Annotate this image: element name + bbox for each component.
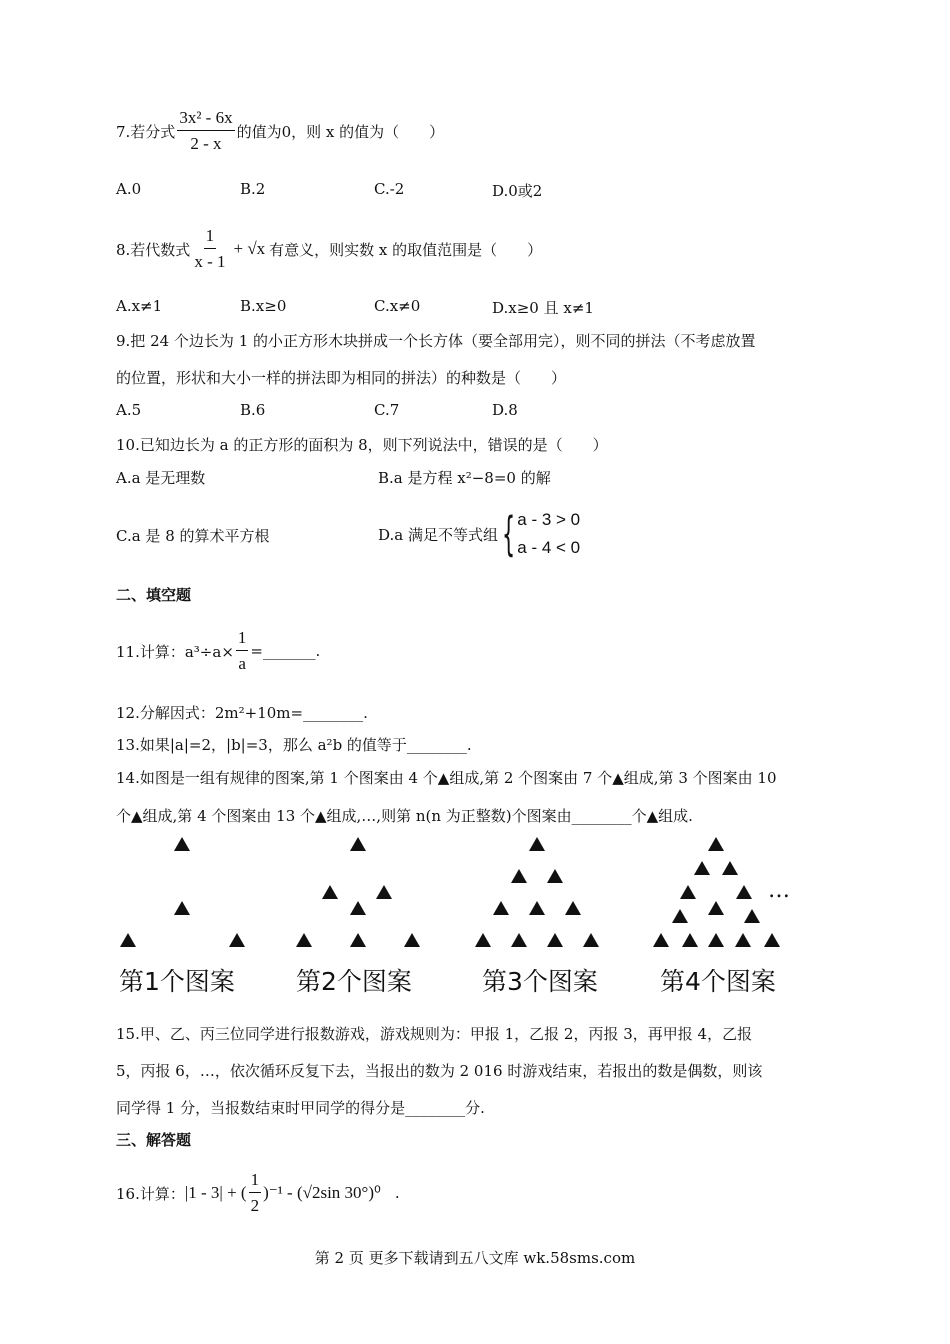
q16-stem: [116, 1170, 400, 1217]
section-fill-in-heading: 二、填空题: [116, 586, 192, 604]
q11-stem: [116, 628, 320, 675]
q16-frac-den: 2: [250, 1196, 260, 1216]
triangle-icon: [565, 901, 581, 915]
pattern-3: [475, 837, 599, 947]
triangle-icon: [708, 933, 724, 947]
pattern-ellipsis: …: [768, 878, 790, 903]
triangle-icon: [296, 933, 312, 947]
q16-prefix: 16.计算：: [116, 1184, 185, 1203]
q11-prefix: 11.计算：a³÷a×: [116, 642, 234, 661]
triangle-icon: [376, 885, 392, 899]
triangle-icon: [672, 909, 688, 923]
triangle-icon: [511, 933, 527, 947]
q12: 12.分解因式：2m²+10m=________.: [116, 704, 368, 722]
triangle-icon: [764, 933, 780, 947]
q11-fraction: [236, 628, 249, 675]
q8-stem: [116, 226, 542, 273]
q16-suffix: .: [394, 1184, 400, 1203]
q7-option-d: D.0或2: [492, 182, 543, 200]
triangle-icon: [653, 933, 669, 947]
q15-line1: 15.甲、乙、丙三位同学进行报数游戏，游戏规则为：甲报 1，乙报 2，丙报 3，再甲报 4，乙报: [116, 1025, 753, 1043]
q14-line2: 个▲组成,第 4 个图案由 13 个▲组成,…,则第 n(n 为正整数)个图案由________个▲组成.: [116, 807, 693, 825]
triangle-icon: [708, 901, 724, 915]
page-footer: 第 2 页 更多下载请到五八文库 wk.58sms.com: [314, 1249, 636, 1267]
inequality-system: [517, 506, 580, 562]
q8-option-c: C.x≠0: [374, 297, 421, 315]
triangle-icon: [736, 885, 752, 899]
triangle-icon: [694, 861, 710, 875]
q7-option-b: B.2: [240, 180, 266, 198]
q11-frac-den: a: [238, 654, 246, 674]
q8-option-a: A.x≠1: [116, 297, 163, 315]
q8-sqrt-term: + √x: [233, 239, 266, 259]
triangle-icon: [350, 837, 366, 851]
q10-stem: 10.已知边长为 a 的正方形的面积为 8，则下列说法中，错误的是（ ）: [116, 436, 608, 454]
pattern-1: [120, 837, 245, 947]
q8-frac-den: x - 1: [194, 252, 226, 272]
triangle-icon: [722, 861, 738, 875]
pattern-1-caption: 第1个图案: [119, 967, 235, 996]
q13: 13.如果|a|=2，|b|=3，那么 a²b 的值等于________.: [116, 736, 472, 754]
triangle-icon: [744, 909, 760, 923]
triangle-icon: [511, 869, 527, 883]
triangle-icon: [547, 933, 563, 947]
q8-suffix: 有意义，则实数 x 的取值范围是（ ）: [269, 240, 543, 259]
q8-option-b: B.x≥0: [240, 297, 287, 315]
q11-frac-num: 1: [236, 628, 249, 651]
q9-option-b: B.6: [240, 401, 266, 419]
triangle-icon: [583, 933, 599, 947]
q7-fraction: [177, 108, 234, 155]
triangle-icon: [735, 933, 751, 947]
pattern-2-caption: 第2个图案: [296, 967, 412, 996]
q7-suffix: 的值为0，则 x 的值为（ ）: [236, 122, 445, 141]
q10-option-c: C.a 是 8 的算术平方根: [116, 527, 270, 545]
q8-prefix: 8.若代数式: [116, 240, 191, 259]
q7-frac-num: 3x² - 6x: [177, 108, 234, 131]
q7-option-c: C.-2: [374, 180, 405, 198]
triangle-icon: [350, 933, 366, 947]
triangle-icon: [682, 933, 698, 947]
q15-line3: 同学得 1 分，当报数结束时甲同学的得分是________分.: [116, 1099, 485, 1117]
q9-option-c: C.7: [374, 401, 400, 419]
triangle-icon: [404, 933, 420, 947]
triangle-icon: [547, 869, 563, 883]
q9-line2: 的位置，形状和大小一样的拼法即为相同的拼法）的种数是（ ）: [116, 369, 567, 387]
q9-line1: 9.把 24 个边长为 1 的小正方形木块拼成一个长方体（要全部用完），则不同的拼法（不考虑放置: [116, 332, 756, 350]
q10-option-b: B.a 是方程 x²−8=0 的解: [378, 469, 551, 487]
triangle-icon: [120, 933, 136, 947]
q10-option-d: [378, 506, 580, 562]
q7-prefix: 7.若分式: [116, 122, 176, 141]
q7-frac-den: 2 - x: [190, 134, 222, 154]
triangle-icon: [322, 885, 338, 899]
q8-option-d: D.x≥0 且 x≠1: [492, 299, 594, 317]
q16-frac-num: 1: [249, 1170, 262, 1193]
q7-stem: [116, 108, 444, 155]
triangle-icon: [529, 901, 545, 915]
q16-expr-a: |1 - 3| + (: [184, 1183, 247, 1203]
triangle-icon: [708, 837, 724, 851]
q9-option-a: A.5: [116, 401, 142, 419]
inequality-1: a - 3 > 0: [517, 510, 581, 529]
q16-expr-b: )⁻¹ - (√2sin 30°)⁰: [263, 1183, 381, 1203]
pattern-4: [653, 837, 780, 947]
triangle-icon: [493, 901, 509, 915]
q11-suffix: =_______.: [250, 642, 321, 661]
q16-fraction: [249, 1170, 262, 1217]
pattern-2: [296, 837, 420, 947]
triangle-icon: [680, 885, 696, 899]
q15-line2: 5，丙报 6，…，依次循环反复下去，当报出的数为 2 016 时游戏结束，若报出的数是偶数，则该: [116, 1062, 763, 1080]
q10-option-d-label: D.a 满足不等式组: [378, 525, 498, 544]
triangle-icon: [174, 901, 190, 915]
q14-line1: 14.如图是一组有规律的图案,第 1 个图案由 4 个▲组成,第 2 个图案由 7 个▲组成,第 3 个图案由 10: [116, 769, 777, 787]
triangle-icon: [229, 933, 245, 947]
q10-option-a: A.a 是无理数: [116, 469, 206, 487]
triangle-icon: [529, 837, 545, 851]
inequality-2: a - 4 < 0: [517, 538, 581, 557]
q8-fraction: [192, 226, 227, 273]
triangle-icon: [350, 901, 366, 915]
section-solve-heading: 三、解答题: [116, 1131, 192, 1149]
pattern-4-caption: 第4个图案: [660, 967, 776, 996]
triangle-pattern-figure: [116, 830, 796, 995]
q7-option-a: A.0: [116, 180, 142, 198]
q9-option-d: D.8: [492, 401, 518, 419]
pattern-3-caption: 第3个图案: [482, 967, 598, 996]
triangle-icon: [174, 837, 190, 851]
q8-frac-num: 1: [204, 226, 217, 249]
triangle-icon: [475, 933, 491, 947]
brace-icon: {: [502, 507, 516, 561]
